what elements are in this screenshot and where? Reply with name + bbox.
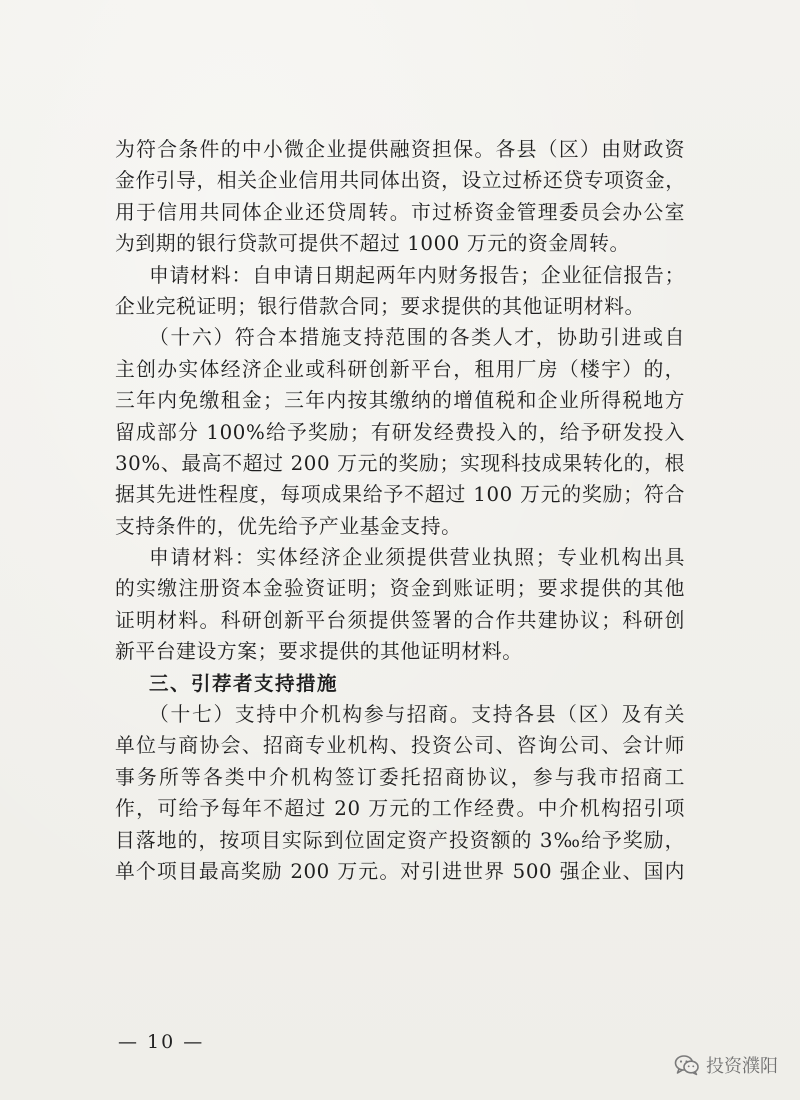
text-line: 三年内免缴租金；三年内按其缴纳的增值税和企业所得税地方 [115, 389, 685, 413]
text-line: 申请材料：自申请日期起两年内财务报告；企业征信报告； [149, 263, 685, 287]
text-line: 为符合条件的中小微企业提供融资担保。各县（区）由财政资 [115, 138, 685, 161]
text-line: （十六）符合本措施支持范围的各类人才，协助引进或自 [149, 326, 685, 350]
document-body [115, 134, 685, 887]
text-line: 目落地的，按项目实际到位固定资产投资额的 3‰给予奖励， [115, 828, 685, 852]
watermark-text: 投资濮阳 [706, 1056, 778, 1077]
text-line: 留成部分 100%给予奖励；有研发经费投入的，给予研发投入 [115, 420, 685, 444]
text-line: 单位与商协会、招商专业机构、投资公司、咨询公司、会计师 [115, 734, 685, 758]
text-line: 主创办实体经济企业或科研创新平台，租用厂房（楼宇）的， [115, 357, 685, 381]
text-line: 的实缴注册资本金验资证明；资金到账证明；要求提供的其他 [115, 577, 685, 601]
text-line: （十七）支持中介机构参与招商。支持各县（区）及有关 [149, 703, 685, 727]
text-line: 支持条件的，优先给予产业基金支持。 [115, 514, 462, 538]
text-line: 作，可给予每年不超过 20 万元的工作经费。中介机构招引项 [115, 797, 685, 821]
text-line: 据其先进性程度，每项成果给予不超过 100 万元的奖励；符合 [115, 483, 685, 507]
text-line: 单个项目最高奖励 200 万元。对引进世界 500 强企业、国内 [115, 859, 685, 883]
page-number: — 10 — [118, 1031, 205, 1053]
text-line: 企业完税证明；银行借款合同；要求提供的其他证明材料。 [115, 294, 645, 318]
text-line: 用于信用共同体企业还贷周转。市过桥资金管理委员会办公室 [115, 200, 685, 224]
text-line: 为到期的银行贷款可提供不超过 1000 万元的资金周转。 [115, 232, 630, 256]
text-line: 申请材料：实体经济企业须提供营业执照；专业机构出具 [149, 546, 685, 570]
text-line: 证明材料。科研创新平台须提供签署的合作共建协议；科研创 [115, 608, 685, 632]
wechat-icon [674, 1054, 700, 1076]
text-line: 新平台建设方案；要求提供的其他证明材料。 [115, 640, 523, 664]
text-line: 30%、最高不超过 200 万元的奖励；实现科技成果转化的，根 [115, 451, 685, 475]
text-line: 金作引导，相关企业信用共同体出资，设立过桥还贷专项资金， [115, 169, 686, 193]
text-line: 事务所等各类中介机构签订委托招商协议，参与我市招商工 [115, 765, 685, 789]
watermark [674, 1052, 778, 1078]
section-heading: 三、引荐者支持措施 [149, 671, 339, 695]
